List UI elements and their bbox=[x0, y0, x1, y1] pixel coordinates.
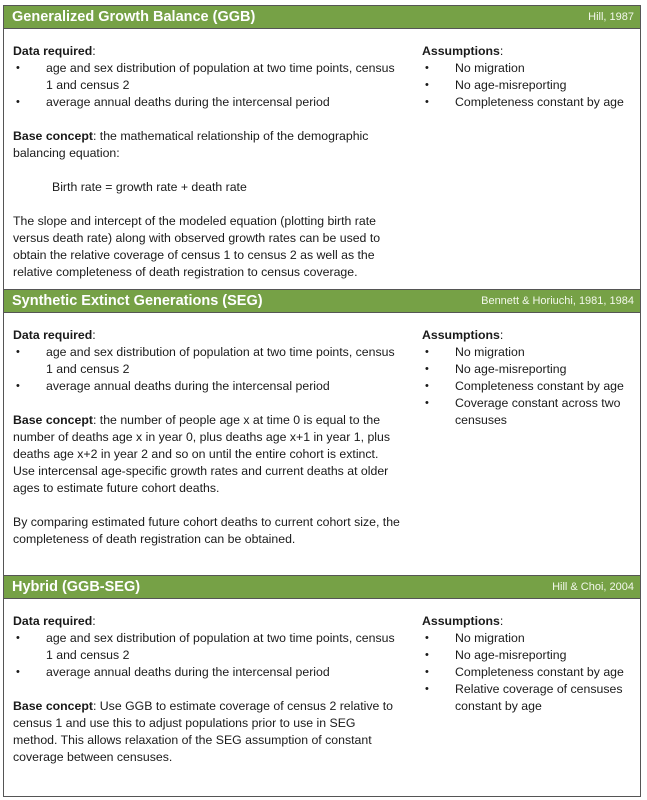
list-item: • average annual deaths during the intercensal period bbox=[16, 379, 330, 393]
equation: Birth rate = growth rate + death rate bbox=[52, 180, 247, 194]
section-hybrid bbox=[3, 576, 641, 797]
list-item: • No age-misreporting bbox=[425, 648, 567, 662]
base-concept: Base concept: Use GGB to estimate coverage of census 2 relative to census 1 and use this to adjust populations prior to use in SEG method. This allows relaxation of the SEG assumption of constant coverage between censuses. bbox=[13, 699, 394, 764]
section-seg bbox=[3, 290, 641, 576]
left-column bbox=[13, 613, 403, 766]
assumptions-heading: Assumptions: bbox=[422, 614, 504, 628]
section-title: Hybrid (GGB-SEG) bbox=[12, 579, 141, 595]
data-required-list bbox=[13, 344, 403, 395]
list-item: • age and sex distribution of population at two time points, census 1 and census 2 bbox=[16, 631, 395, 662]
list-item: • No age-misreporting bbox=[425, 362, 567, 376]
list-item: • Coverage constant across two censuses bbox=[425, 396, 621, 427]
section-title: Synthetic Extinct Generations (SEG) bbox=[12, 293, 263, 309]
data-required-list bbox=[13, 630, 403, 681]
assumptions-list bbox=[422, 60, 632, 111]
list-item: • Completeness constant by age bbox=[425, 665, 624, 679]
data-required-list bbox=[13, 60, 403, 111]
list-item: • average annual deaths during the intercensal period bbox=[16, 665, 330, 679]
left-column bbox=[13, 43, 403, 281]
list-item: • age and sex distribution of population at two time points, census 1 and census 2 bbox=[16, 61, 395, 92]
section-header bbox=[4, 6, 640, 29]
left-column bbox=[13, 327, 403, 548]
base-concept: Base concept: the mathematical relationship of the demographic balancing equation: bbox=[13, 129, 369, 160]
assumptions-column bbox=[422, 327, 632, 429]
assumptions-heading: Assumptions: bbox=[422, 328, 504, 342]
description-paragraph: The slope and intercept of the modeled equation (plotting birth rate versus death rate) along with observed growth rates can be used to obtain the relative coverage of census 1 to census 2 as well as the relative completeness of death registration to census coverage. bbox=[13, 214, 381, 279]
list-item: • age and sex distribution of population at two time points, census 1 and census 2 bbox=[16, 345, 395, 376]
base-concept: Base concept: the number of people age x at time 0 is equal to the number of deaths age x in year 0, plus deaths age x+1 in year 1, plus deaths age x+2 in year 2 and so on until the entire cohort is extinct. Use intercensal age-specific growth rates and current deaths at older ages to estimate future cohort deaths. bbox=[13, 413, 391, 495]
list-item: • average annual deaths during the intercensal period bbox=[16, 95, 330, 109]
list-item: • Completeness constant by age bbox=[425, 379, 624, 393]
section-citation: Hill & Choi, 2004 bbox=[552, 581, 634, 593]
section-citation: Hill, 1987 bbox=[588, 11, 634, 23]
section-citation: Bennett & Horiuchi, 1981, 1984 bbox=[481, 295, 634, 307]
list-item: • No migration bbox=[425, 631, 525, 645]
list-item: • Relative coverage of censuses constant by age bbox=[425, 682, 623, 713]
assumptions-list bbox=[422, 630, 632, 715]
list-item: • No age-misreporting bbox=[425, 78, 567, 92]
assumptions-column bbox=[422, 43, 632, 111]
data-required-heading: Data required: bbox=[13, 614, 96, 628]
section-title: Generalized Growth Balance (GGB) bbox=[12, 9, 256, 25]
assumptions-list bbox=[422, 344, 632, 429]
data-required-heading: Data required: bbox=[13, 328, 96, 342]
assumptions-heading: Assumptions: bbox=[422, 44, 504, 58]
list-item: • Completeness constant by age bbox=[425, 95, 624, 109]
section-header bbox=[4, 576, 640, 599]
section-header bbox=[4, 290, 640, 313]
description-paragraph: By comparing estimated future cohort deaths to current cohort size, the completeness of death registration can be obtained. bbox=[13, 515, 400, 546]
list-item: • No migration bbox=[425, 61, 525, 75]
section-ggb bbox=[3, 5, 641, 290]
assumptions-column bbox=[422, 613, 632, 715]
data-required-heading: Data required: bbox=[13, 44, 96, 58]
list-item: • No migration bbox=[425, 345, 525, 359]
